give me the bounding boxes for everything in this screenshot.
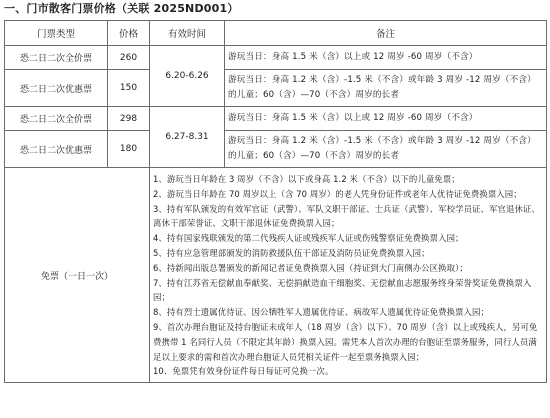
free-rule-item: 4、持有国家残联颁发的第二代残疾人证或残疾军人证或伤残警察证免费换票入园； [153, 233, 464, 244]
free-ticket-label: 免票（一日一次） [5, 168, 150, 383]
header-price: 价格 [108, 21, 150, 46]
header-valid-period: 有效时间 [150, 21, 225, 46]
ticket-price-table [4, 20, 547, 383]
price-cell: 260 [108, 46, 150, 70]
table-row [5, 70, 547, 107]
free-ticket-row [5, 168, 547, 383]
note-cell: 游玩当日：身高 1.2 米（含）-1.5 米（不含）或年龄 3 周岁 -12 周岁（不含）的儿童；60（含）—70（不含）周岁的长者 [225, 70, 547, 107]
ticket-type-cell: 恐二日二次全价票 [5, 107, 108, 131]
price-cell: 298 [108, 107, 150, 131]
price-cell: 150 [108, 70, 150, 107]
price-cell: 180 [108, 131, 150, 168]
free-rule-item: 5、持有应急管理部颁发的消防救援队伍干部证及消防员证免费换票入园； [153, 247, 430, 258]
table-row [5, 46, 547, 70]
free-rule-item: 7、持有江苏省无偿献血奉献奖、无偿捐献造血干细胞奖、无偿献血志愿服务终身荣誉奖证免费换票入园； [153, 277, 532, 303]
table-row [5, 131, 547, 168]
free-rule-item: 9、首次办理台胞证及持台胞证未成年人（18 周岁（含）以下）、70 周岁（含）以上或残疾人，另可免费携带 1 名同行人员（不限定其年龄）换票入园。需凭本人首次办理的台胞证至票务服务，同行人员满足以上要求的需和首次办理台胞证人员凭相关证件一起至票务换票入园； [153, 321, 538, 362]
free-rule-item: 6、持新闻出版总署颁发的新闻记者证免费换票入园（持证到大门南侧办公区换取）； [153, 262, 468, 273]
ticket-type-cell: 恐二日二次全价票 [5, 46, 108, 70]
note-cell: 游玩当日：身高 1.5 米（含）以上或 12 周岁 -60 周岁（不含） [225, 46, 547, 70]
free-rule-item: 8、持有烈士遗属优待证、因公牺牲军人遗属优待证、病故军人遗属优待证免费换票入园； [153, 307, 489, 318]
section-title: 一、门市散客门票价格（关联 2025ND001） [4, 2, 239, 15]
valid-period-cell: 6.27-8.31 [150, 107, 225, 168]
free-ticket-rules [150, 168, 547, 383]
note-cell: 游玩当日：身高 1.2 米（含）-1.5 米（不含）或年龄 3 周岁 -12 周岁（不含）的儿童；60（含）—70（不含）周岁的长者 [225, 131, 547, 168]
valid-period-cell: 6.20-6.26 [150, 46, 225, 107]
note-cell: 游玩当日：身高 1.5 米（含）以上或 12 周岁 -60 周岁（不含） [225, 107, 547, 131]
ticket-type-cell: 恐二日二次优惠票 [5, 70, 108, 107]
ticket-type-cell: 恐二日二次优惠票 [5, 131, 108, 168]
header-note: 备注 [225, 21, 547, 46]
free-rule-item: 3、持有军队颁发的有效军官证（武警）、军队文职干部证、士兵证（武警）、军校学员证、军官退休证、离休干部荣誉证、文职干部退休证免费换票入园； [153, 203, 540, 229]
header-ticket-type: 门票类型 [5, 21, 108, 46]
free-rule-item: 2、游玩当日年龄在 70 周岁以上（含 70 周岁）的老人凭身份证件或老年人优待证免费换票入园； [153, 188, 522, 199]
free-rule-item: 1、游玩当日年龄在 3 周岁（不含）以下或身高 1.2 米（不含）以下的儿童免票； [153, 174, 460, 184]
table-row [5, 107, 547, 131]
free-rule-item: 10、免票凭有效身份证件每日每证可兑换一次。 [153, 366, 334, 377]
table-header-row [5, 21, 547, 46]
